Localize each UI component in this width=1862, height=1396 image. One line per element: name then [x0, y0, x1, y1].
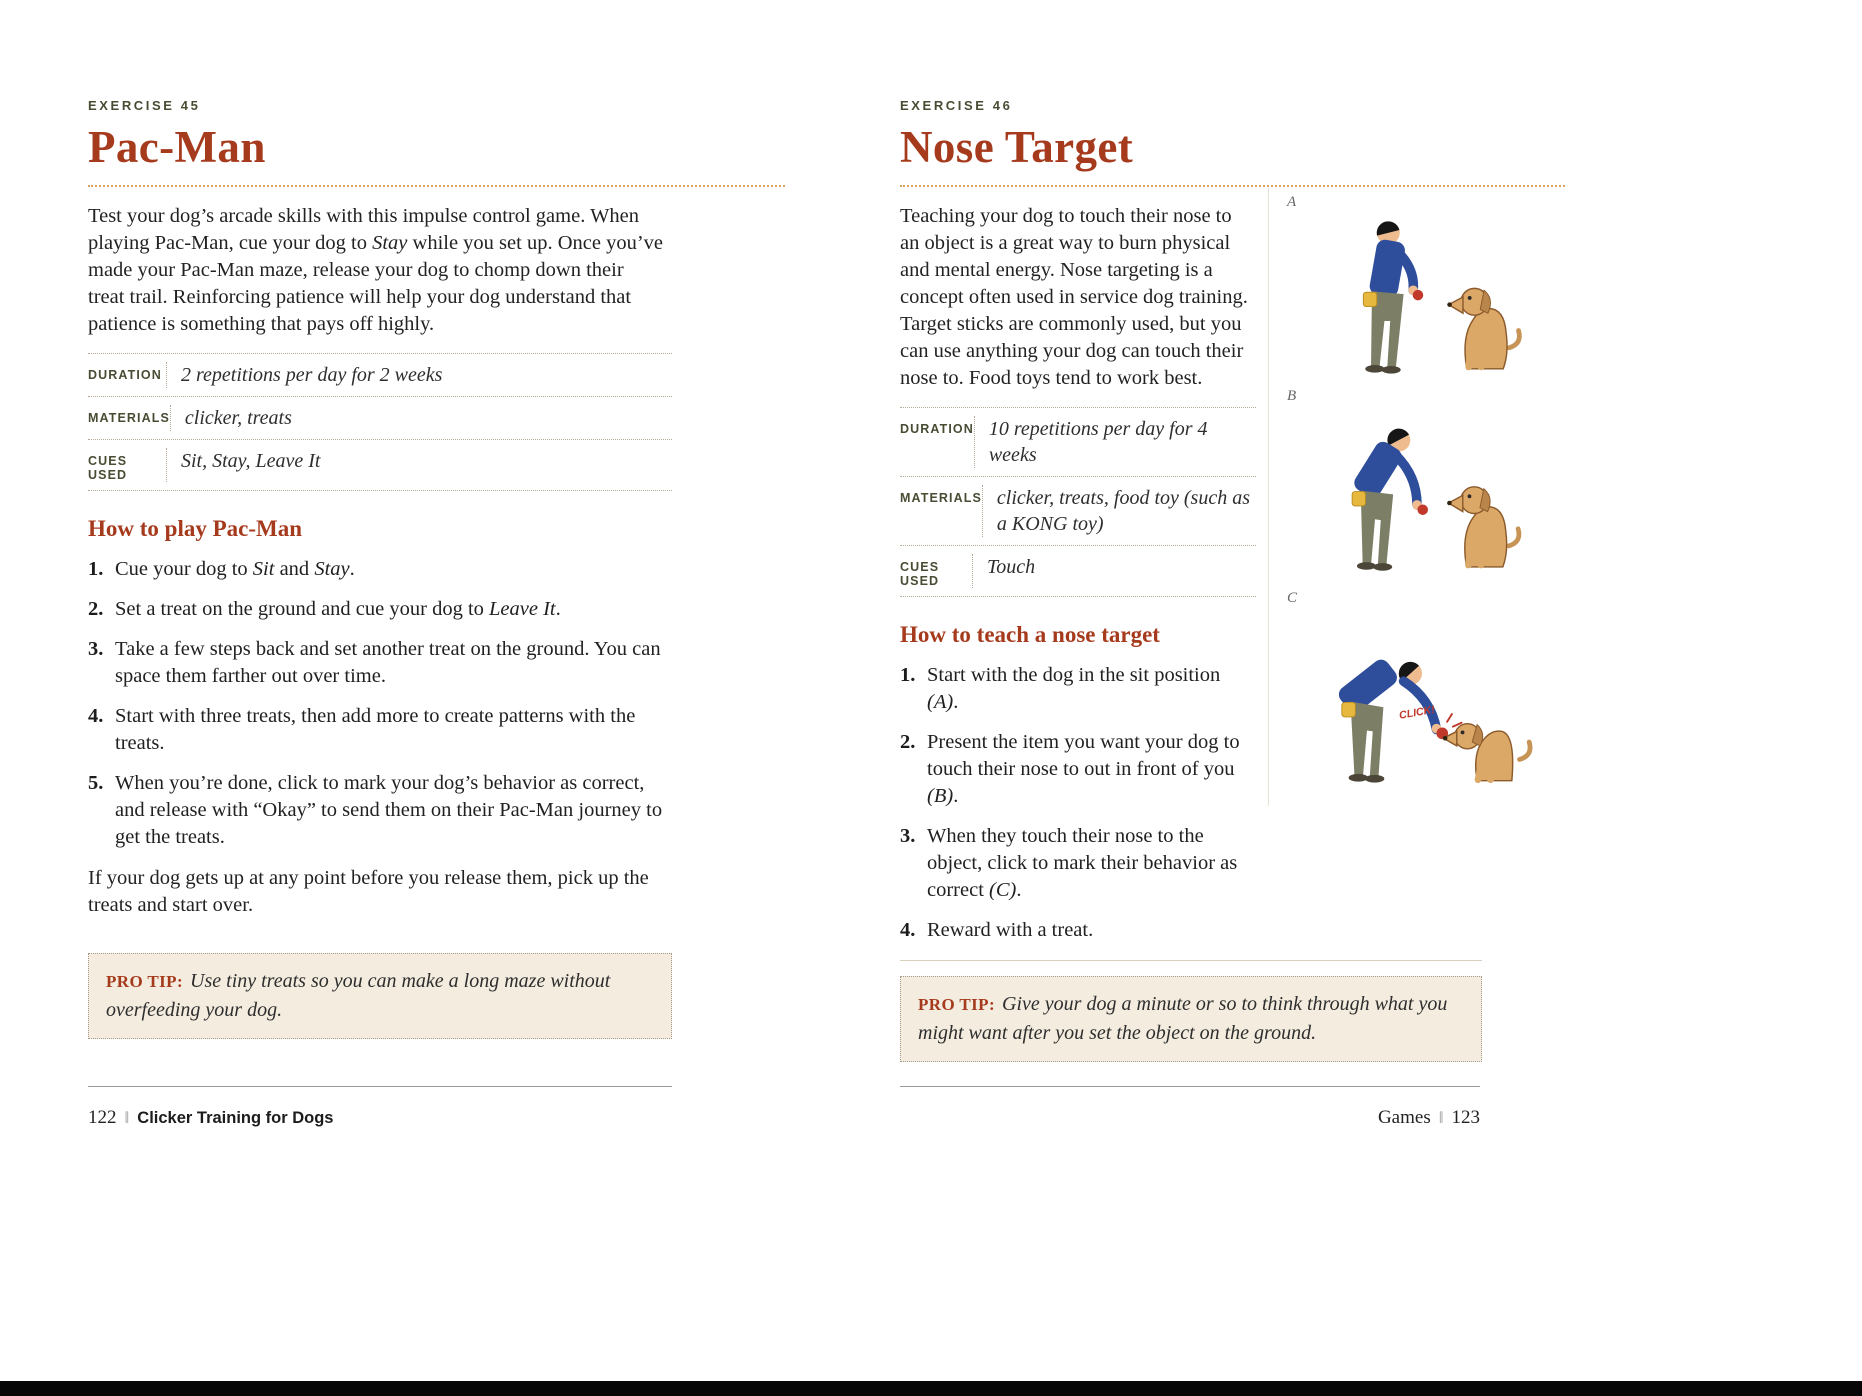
- step-number: 4.: [88, 705, 104, 727]
- protip-label: PRO TIP:: [106, 972, 184, 991]
- info-row-cues: [88, 440, 672, 491]
- info-label: MATERIALS: [900, 491, 982, 505]
- protip-box: [900, 976, 1482, 1062]
- dog-tail: [1520, 742, 1531, 759]
- closing-paragraph: If your dog gets up at any point before you release them, pick up the treats and start over.: [88, 867, 649, 916]
- step-text: Take a few steps back and set another treat on the ground. You can space them farther out over time.: [115, 638, 661, 687]
- footer-separator: ‖: [124, 1108, 130, 1127]
- left-footer: [88, 1086, 672, 1129]
- info-row-materials: [88, 397, 672, 440]
- step-item: [88, 596, 673, 623]
- intro-paragraph: Teaching your dog to touch their nose to an object is a great way to burn physical and mental energy. Nose targeting is a concept often used in service dog training. Target sticks are commonly used, but you can use anything your dog can touch their nose to. Food toys tend to work best.: [900, 205, 1248, 389]
- step-number: 2.: [900, 731, 916, 753]
- step-number: 1.: [88, 558, 104, 580]
- illustration-present-item-b: [1297, 400, 1537, 586]
- step-text: Present the item you want your dog to touch their nose to out in front of you (B).: [927, 731, 1240, 807]
- page-title: Pac-Man: [88, 122, 266, 172]
- info-value: clicker, treats: [170, 405, 672, 431]
- intro-paragraph: Test your dog’s arcade skills with this impulse control game. When playing Pac-Man, cue your dog to Stay while you set up. Once you’ve made your Pac-Man maze, release your dog to chomp down their treat trail. Reinforcing patience will help your dog understand that patience is something that pays off highly.: [88, 205, 664, 335]
- figure-column: [1268, 188, 1561, 806]
- page-bottom-edge: [0, 1381, 1862, 1396]
- title-dotted-rule: [88, 185, 785, 187]
- info-value: 2 repetitions per day for 2 weeks: [166, 362, 672, 388]
- step-text: Set a treat on the ground and cue your dog to Leave It.: [115, 598, 561, 620]
- figure-b-label: B: [1287, 388, 1297, 404]
- exercise-number-label: EXERCISE 45: [88, 98, 201, 113]
- protip-top-rule: [900, 960, 1482, 961]
- figure-a-label: A: [1287, 194, 1297, 210]
- dog-tail: [1509, 529, 1519, 546]
- step-number: 4.: [900, 919, 916, 941]
- illustration-dog-sit-a: [1297, 206, 1537, 388]
- figure-a: [1279, 192, 1537, 388]
- step-number: 3.: [900, 825, 916, 847]
- step-item: [900, 917, 1482, 944]
- step-number: 2.: [88, 598, 104, 620]
- info-value: Touch: [972, 554, 1256, 588]
- figure-c-label: C: [1287, 590, 1298, 606]
- figure-b: [1279, 386, 1537, 586]
- info-row-materials: [900, 477, 1256, 546]
- info-label: MATERIALS: [88, 411, 170, 425]
- step-number: 1.: [900, 664, 916, 686]
- step-item: [900, 823, 1482, 904]
- protip-box: [88, 953, 672, 1039]
- step-number: 3.: [88, 638, 104, 660]
- step-text: Reward with a treat.: [927, 919, 1094, 941]
- info-label: DURATION: [88, 368, 162, 382]
- treat-pouch: [1342, 702, 1356, 716]
- exercise-number-label: EXERCISE 46: [900, 98, 1013, 113]
- left-page: [88, 98, 673, 1039]
- info-table: [88, 353, 672, 491]
- man-arm: [1396, 455, 1417, 505]
- click-text: CLICK!: [1398, 703, 1436, 722]
- figure-c: [1279, 588, 1547, 800]
- page-title: Nose Target: [900, 122, 1134, 172]
- footer-separator: ‖: [1438, 1108, 1444, 1127]
- info-label: CUES USED: [900, 560, 940, 588]
- howto-heading: How to teach a nose target: [900, 622, 1160, 647]
- dog-tail: [1509, 331, 1519, 348]
- info-row-duration: [900, 408, 1256, 477]
- step-number: 5.: [88, 772, 104, 794]
- step-text: Cue your dog to Sit and Stay.: [115, 558, 355, 580]
- page-number: 122: [88, 1107, 117, 1128]
- info-value: clicker, treats, food toy (such as a KONG toy): [982, 485, 1256, 537]
- info-table: [900, 407, 1256, 597]
- info-label: DURATION: [900, 422, 974, 436]
- step-text: When they touch their nose to the object, click to mark their behavior as correct (C).: [927, 825, 1238, 901]
- book-title: Clicker Training for Dogs: [137, 1109, 334, 1127]
- protip-text: Use tiny treats so you can make a long maze without overfeeding your dog.: [106, 970, 611, 1021]
- section-name: Games: [1377, 1107, 1431, 1128]
- step-text: Start with the dog in the sit position (A).: [927, 664, 1221, 713]
- info-row-cues: [900, 546, 1256, 597]
- howto-heading: How to play Pac-Man: [88, 516, 303, 541]
- page-number: 123: [1451, 1107, 1480, 1128]
- info-label: CUES USED: [88, 454, 128, 482]
- info-value: Sit, Stay, Leave It: [166, 448, 672, 482]
- protip-text: Give your dog a minute or so to think through what you might want after you set the object on the ground.: [918, 993, 1448, 1044]
- right-footer: [900, 1086, 1480, 1129]
- info-row-duration: [88, 354, 672, 397]
- step-item: [88, 636, 673, 690]
- illustration-nose-touch-c: [1297, 602, 1547, 800]
- click-sparks: [1447, 714, 1461, 727]
- red-toy: [1413, 290, 1424, 301]
- title-dotted-rule: [900, 185, 1565, 187]
- man-torso: [1368, 238, 1406, 298]
- treat-pouch: [1352, 492, 1365, 506]
- step-text: Start with three treats, then add more to create patterns with the treats.: [115, 705, 636, 754]
- protip-label: PRO TIP:: [918, 995, 996, 1014]
- step-item: [88, 770, 673, 851]
- info-value: 10 repetitions per day for 4 weeks: [974, 416, 1256, 468]
- step-item: [88, 703, 673, 757]
- step-item: [88, 556, 673, 583]
- step-text: When you’re done, click to mark your dog’s behavior as correct, and release with “Okay” to send them on their Pac-Man journey to get the treats.: [115, 772, 663, 848]
- steps-list: [88, 556, 673, 851]
- red-toy: [1417, 504, 1427, 514]
- treat-pouch: [1363, 292, 1376, 306]
